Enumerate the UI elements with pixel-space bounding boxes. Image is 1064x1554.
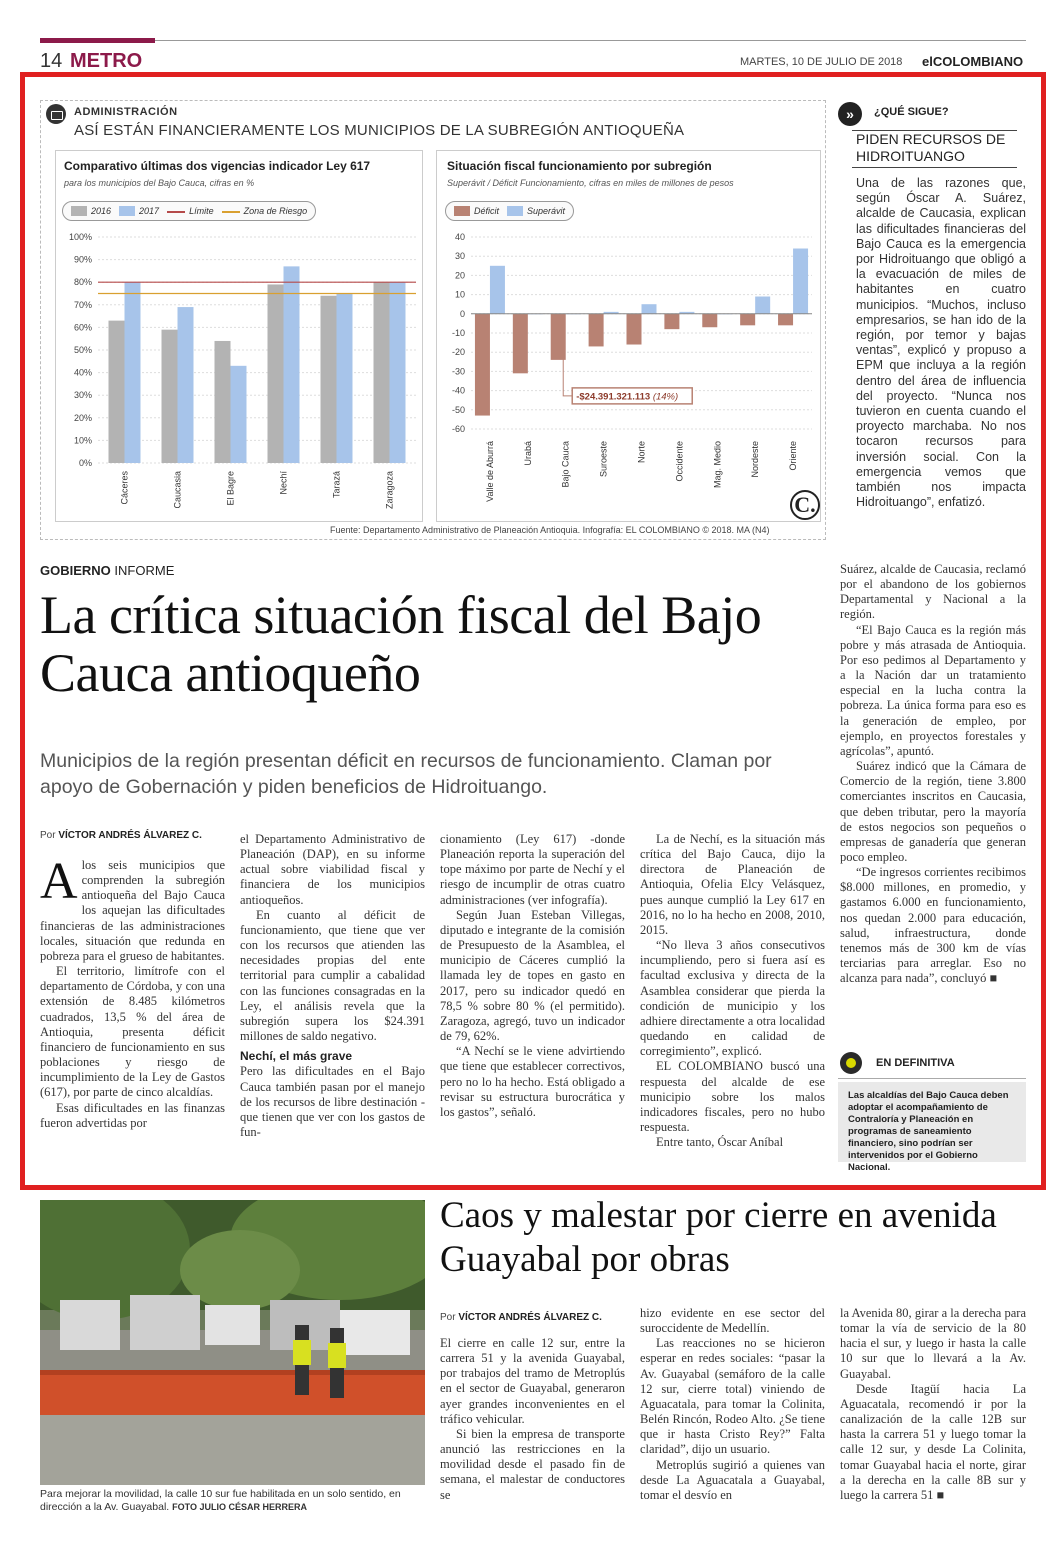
brand-logo: elCOLOMBIANO [922,54,1024,69]
bar-deficit [740,314,755,326]
second-column-1 [440,1336,625,1503]
x-tick-label: Cáceres [119,471,130,505]
y-tick-label: 30% [73,390,92,401]
divider [838,1078,1026,1079]
dropcap: A [40,853,78,910]
y-tick-label: 10 [454,289,465,300]
paragraph: Pero las dificultades en el Bajo Cauca también pasan por el manejo de los recursos de libre destinación - que tienen que ver con los gastos de fun- [240,1064,425,1139]
paragraph: Las reacciones no se hicieron esperar en redes sociales: “pasar la Av. Guayabal (semáforo de la calle 12 sur, cierre total) viniendo de Aguacatala, para tomar la Colinita, Belén Rincón, Rodeo Alto. ¿Se tiene que ir hasta Cristo Rey?” Falta claridad”, dijo un usuario. [640,1336,825,1457]
definitiva-category: EN DEFINITIVA [876,1057,955,1069]
paragraph: Suárez, alcalde de Caucasia, reclamó por el abandono de los gobiernos Departamental y Nacional a la región. [840,562,1026,622]
y-tick-label: 70% [73,299,92,310]
paragraph: Esas dificultades en las finanzas fueron advertidas por [40,1100,225,1130]
x-tick-label: Nechí [278,471,289,495]
paragraph: la Avenida 80, girar a la derecha para tomar la vía de servicio de la 80 hacia el sur, y luego ir hasta la calle 10 sur que lo llevará a la Av. Guayabal. [840,1306,1026,1381]
y-tick-label: 20% [73,412,92,423]
chart-legend [62,201,316,221]
y-tick-label: -20 [451,347,465,358]
paragraph: “A Nechí se le viene advirtiendo que tiene que establecer correctivos, pero no lo ha hecho. Está obligado a revisar su estructura burocrática y los gastos”, señaló. [440,1044,625,1119]
second-column-2 [640,1306,825,1503]
legend-item-superavit: Superávit [507,206,565,217]
paragraph: Según Juan Esteban Villegas, diputado e integrante de la comisión de Presupuesto de la Asamblea, el municipio de Cáceres cumplió la llamada ley de topes en gasto en 2017, pero su indicador quedó en 78,5 % sobre 80 % (el permitido). Zaragoza, agregó, tuvo un indicador de 79, 62%. [440,907,625,1044]
y-tick-label: 50% [73,345,92,355]
bar-deficit [702,314,717,327]
article-headline: La crítica situación fiscal del Bajo Cauca antioqueño [40,585,762,703]
bar-2016 [215,341,231,463]
y-tick-label: -50 [451,404,465,415]
legend-item-limite: Límite [167,206,214,216]
subhead: Nechí, el más grave [240,1049,353,1064]
paragraph: EL COLOMBIANO buscó una respuesta del alcalde de ese municipio sobre los malos indicadores fiscales, pero no hubo respuesta. [640,1059,825,1134]
sidebar-text: Una de las razones que, según Óscar A. Suárez, alcalde de Caucasia, explican las dificultades financieras del Bajo Cauca es la emergencia por Hidroituango que obligó a la evacuación de miles de habitantes en cuatro municipios. “Muchos, incluso empresarios, se han ido de la región, por temor y bajas ventas”, explicó y propuso a EPM que incluya a la región dentro del área de influencia del proyecto. “Nunca nos tuvieron en cuenta cuando el proyecto marchaba. No nos tocaron recursos para inversión social. Con la emergencia vemos que también nos impacta Hidroituango”, enfatizó. [856,176,1026,510]
paragraph: Metroplús sugirió a quienes van desde La Aguacatala a Guayabal, tomar el desvío en [640,1457,825,1502]
paragraph: El territorio, limítrofe con el departamento de Córdoba, y con una extensión de 8.485 kilómetros cuadrados, 13,5 % del área de Antioquia, presenta déficit financiero de funcionamiento en sus poblaciones y riesgo de incumplimiento de la Ley de Gastos (617), por parte de cinco alcaldías. [40,964,225,1100]
paragraph: Si bien la empresa de transporte anunció las restricciones en la movilidad desde el pasado fin de semana, el malestar de conductores se [440,1426,625,1502]
bar-superavit [755,297,770,314]
bar-deficit [551,314,566,360]
infographic-headline: ASÍ ESTÁN FINANCIERAMENTE LOS MUNICIPIOS DE LA SUBREGIÓN ANTIOQUEÑA [74,122,685,139]
section-name: METRO [70,50,143,72]
double-chevron-icon: » [838,102,862,126]
y-tick-label: -10 [451,328,465,338]
second-byline: Por VÍCTOR ANDRÉS ÁLVAREZ C. [440,1312,602,1323]
bar-deficit [475,314,490,416]
infographic-category: ADMINISTRACIÓN [74,106,178,118]
x-tick-label: Oriente [788,441,799,471]
y-tick-label: 60% [73,322,92,333]
annotation-label: -$24.391.321.113 (14%) [576,391,679,403]
x-tick-label: Valle de Aburrá [484,441,495,502]
legend-item-2016: 2016 [71,206,111,217]
chart-plot-ley-617 [56,229,422,519]
y-tick-label: 40% [73,367,92,378]
sidebar-title: PIDEN RECURSOS DE HIDROITUANGO [852,130,1017,168]
bar-2017 [125,282,141,463]
chart-legend [445,201,574,221]
article-column-4 [640,832,825,1150]
paragraph: Suárez indicó que la Cámara de Comercio de la región, tiene 3.800 comerciantes inscritos en Caucasia, que deben tributar, pero la mayoría de estos negocios son pequeños o empresas de ganadería que generan poco empleo. [840,759,1026,864]
bar-deficit [664,314,679,329]
bar-superavit [490,266,505,314]
article-column-1 [40,853,225,1131]
sidebar-category: ¿QUÉ SIGUE? [874,106,949,118]
second-column-3 [840,1306,1026,1503]
bar-2016 [162,330,178,463]
paragraph: En cuanto al déficit de funcionamiento, que tiene que ver con los recursos que atienden las necesidades propias del ente territorial para cumplir a cabalidad con las funciones consagradas en la Ley, el análisis revela que la subregión supera los $24.391 millones de saldo negativo. [240,907,425,1044]
x-tick-label: Urabá [522,441,533,466]
chart-subtitle: Superávit / Déficit Funcionamiento, cifras en miles de millones de pesos [447,178,734,188]
y-tick-label: -40 [451,385,465,396]
bar-superavit [642,304,657,314]
bar-2016 [374,282,390,463]
x-tick-label: Bajo Cauca [560,441,571,488]
x-tick-label: Zaragoza [384,471,395,510]
y-tick-label: 90% [73,254,92,265]
paragraph: “De ingresos corrientes recibimos $8.000 millones, en promedio, y gastamos 6.000 en funcionamiento, nos quedan 2.000 para educación, salud, infraestructura, donde tenemos más de 300 km de vías terciarias para arreglar. Eso no alcanza para nada”, concluyó ■ [840,865,1026,986]
article-column-2 [240,832,425,1140]
bar-2016 [109,321,125,463]
paragraph: La de Nechí, es la situación más crítica del Bajo Cauca, dijo la directora de Planeación de Antioquia, Ofelia Elcy Velásquez, pues aunque cumplió la Ley 617 en 2016, no lo ha hecho en 2008, 2010, 2015. [640,832,825,937]
y-tick-label: 80% [73,277,92,288]
bar-deficit [778,314,793,326]
page-number: 14 [40,50,63,72]
y-tick-label: 40 [454,232,465,242]
bar-2017 [390,282,406,463]
paragraph: hizo evidente en ese sector del suroccidente de Medellín. [640,1306,825,1336]
y-tick-label: 0 [459,308,465,319]
bar-deficit [589,314,604,347]
dateline: MARTES, 10 DE JULIO DE 2018 [740,56,903,68]
bar-2017 [231,366,247,463]
paragraph: Alos seis municipios que comprenden la subregión antioqueña del Bajo Cauca los aquejan las dificultades financieras de las administraciones locales, situación que redunda en pobreza para el grueso de habitantes. [40,853,225,963]
legend-item-2017: 2017 [119,206,159,217]
y-tick-label: -30 [451,366,465,377]
colombiano-mark: C. [790,490,820,520]
chart-ley-617 [55,150,423,522]
article-kicker: GOBIERNO INFORME [40,563,175,578]
bar-2016 [268,284,284,463]
x-tick-label: El Bagre [225,471,236,506]
photo-credit: FOTO JULIO CÉSAR HERRERA [172,1502,307,1512]
paragraph: cionamiento (Ley 617) -donde Planeación reporta la superación del tope máximo por parte de Nechí y el riesgo de incumplir de otras cuatro administraciones (ver infografía). [440,832,625,907]
section-accent-bar [40,38,155,43]
bar-2017 [337,294,353,464]
legend-item-zona-riesgo: Zona de Riesgo [222,206,308,216]
x-tick-label: Tarazá [331,471,342,499]
photo-caption: Para mejorar la movilidad, la calle 10 sur fue habilitada en un solo sentido, en dirección a la Av. Guayabal. FOTO JULIO CÉSAR HERRERA [40,1488,401,1513]
arrows-icon [840,1052,862,1074]
second-headline: Caos y malestar por cierre en avenida Guayabal por obras [440,1195,997,1280]
briefcase-icon [46,104,66,124]
chart-title: Comparativo últimas dos vigencias indicador Ley 617 [64,159,371,173]
y-tick-label: 100% [68,232,92,242]
article-column-5 [840,562,1026,986]
top-rule [40,40,1026,41]
bar-deficit [513,314,528,374]
y-tick-label: 0% [78,458,92,468]
infographic-source: Fuente: Departamento Administrativo de Planeación Antioquia. Infografía: EL COLOMBIANO © 2018. MA (N4) [330,525,770,535]
bar-superavit [793,249,808,314]
paragraph: El cierre en calle 12 sur, entre la carrera 51 y la avenida Guayabal, por trabajos del tramo de Metroplús en el sector de Guayabal, generaron ayer grandes inconvenientes en el tráfico vehicular. [440,1336,625,1426]
bar-deficit [627,314,642,345]
paragraph: Entre tanto, Óscar Aníbal [656,1135,784,1150]
definitiva-box: Las alcaldías del Bajo Cauca deben adoptar el acompañamiento de Contraloría y Planeación en programas de saneamiento financiero, sino podrían ser intervenidos por el Gobierno Nacional. [838,1082,1026,1162]
bar-2017 [284,266,300,463]
y-tick-label: -60 [451,424,465,434]
y-tick-label: 10% [73,435,92,446]
chart-situacion-fiscal [436,150,821,522]
chart-title: Situación fiscal funcionamiento por subregión [447,159,712,173]
photo-illustration [40,1200,425,1485]
bar-2017 [178,307,194,463]
chart-subtitle: para los municipios del Bajo Cauca, cifras en % [64,178,255,188]
bar-2016 [321,296,337,463]
x-tick-label: Caucasia [172,471,183,509]
article-column-3 [440,832,625,1120]
paragraph: “El Bajo Cauca es la región más pobre y más atrasada de Antioquia. Por eso pedimos al Departamento y a la Nación dar un tratamiento especial en la lucha contra la pobreza. La única forma para eso es la generación de empleo, por ejemplo, en proyectos forestales y agrícolas”, apuntó. [840,622,1026,758]
x-tick-label: Mag. Medio [712,441,723,489]
paragraph: Desde Itagüí hacia La Aguacatala, recomendó ir por la canalización de la calle 12B sur hasta la carrera 51 y luego tomar la calle 12 sur, y desde La Colinita, tomar Guayabal hacia el norte, girar a la derecha en la calle 8B sur y luego la carrera 51 ■ [840,1381,1026,1502]
news-photo [40,1200,425,1485]
x-tick-label: Norte [636,441,647,464]
chart-plot-situacion-fiscal [437,229,820,519]
x-tick-label: Occidente [674,441,685,482]
paragraph: el Departamento Administrativo de Planeación (DAP), en su informe actual sobre viabilidad fiscal y financiera de los municipios antioqueños. [240,832,425,907]
legend-item-deficit: Déficit [454,206,499,217]
x-tick-label: Nordeste [750,441,761,478]
y-tick-label: 20 [454,270,465,281]
article-dek: Municipios de la región presentan déficit en recursos de funcionamiento. Claman por apoyo de Gobernación y piden beneficios de Hidroituango. [40,750,772,798]
article-byline: Por VÍCTOR ANDRÉS ÁLVAREZ C. [40,830,202,841]
x-tick-label: Suroeste [598,441,609,478]
paragraph: “No lleva 3 años consecutivos incumpliendo, pero si fuera así es facultad exclusiva y directa de la Asamblea considerar que pierda la condición de municipio y los adhiere directamente a otra localidad quedando en calidad de corregimiento”, explicó. [640,938,825,1059]
y-tick-label: 30 [454,251,465,262]
